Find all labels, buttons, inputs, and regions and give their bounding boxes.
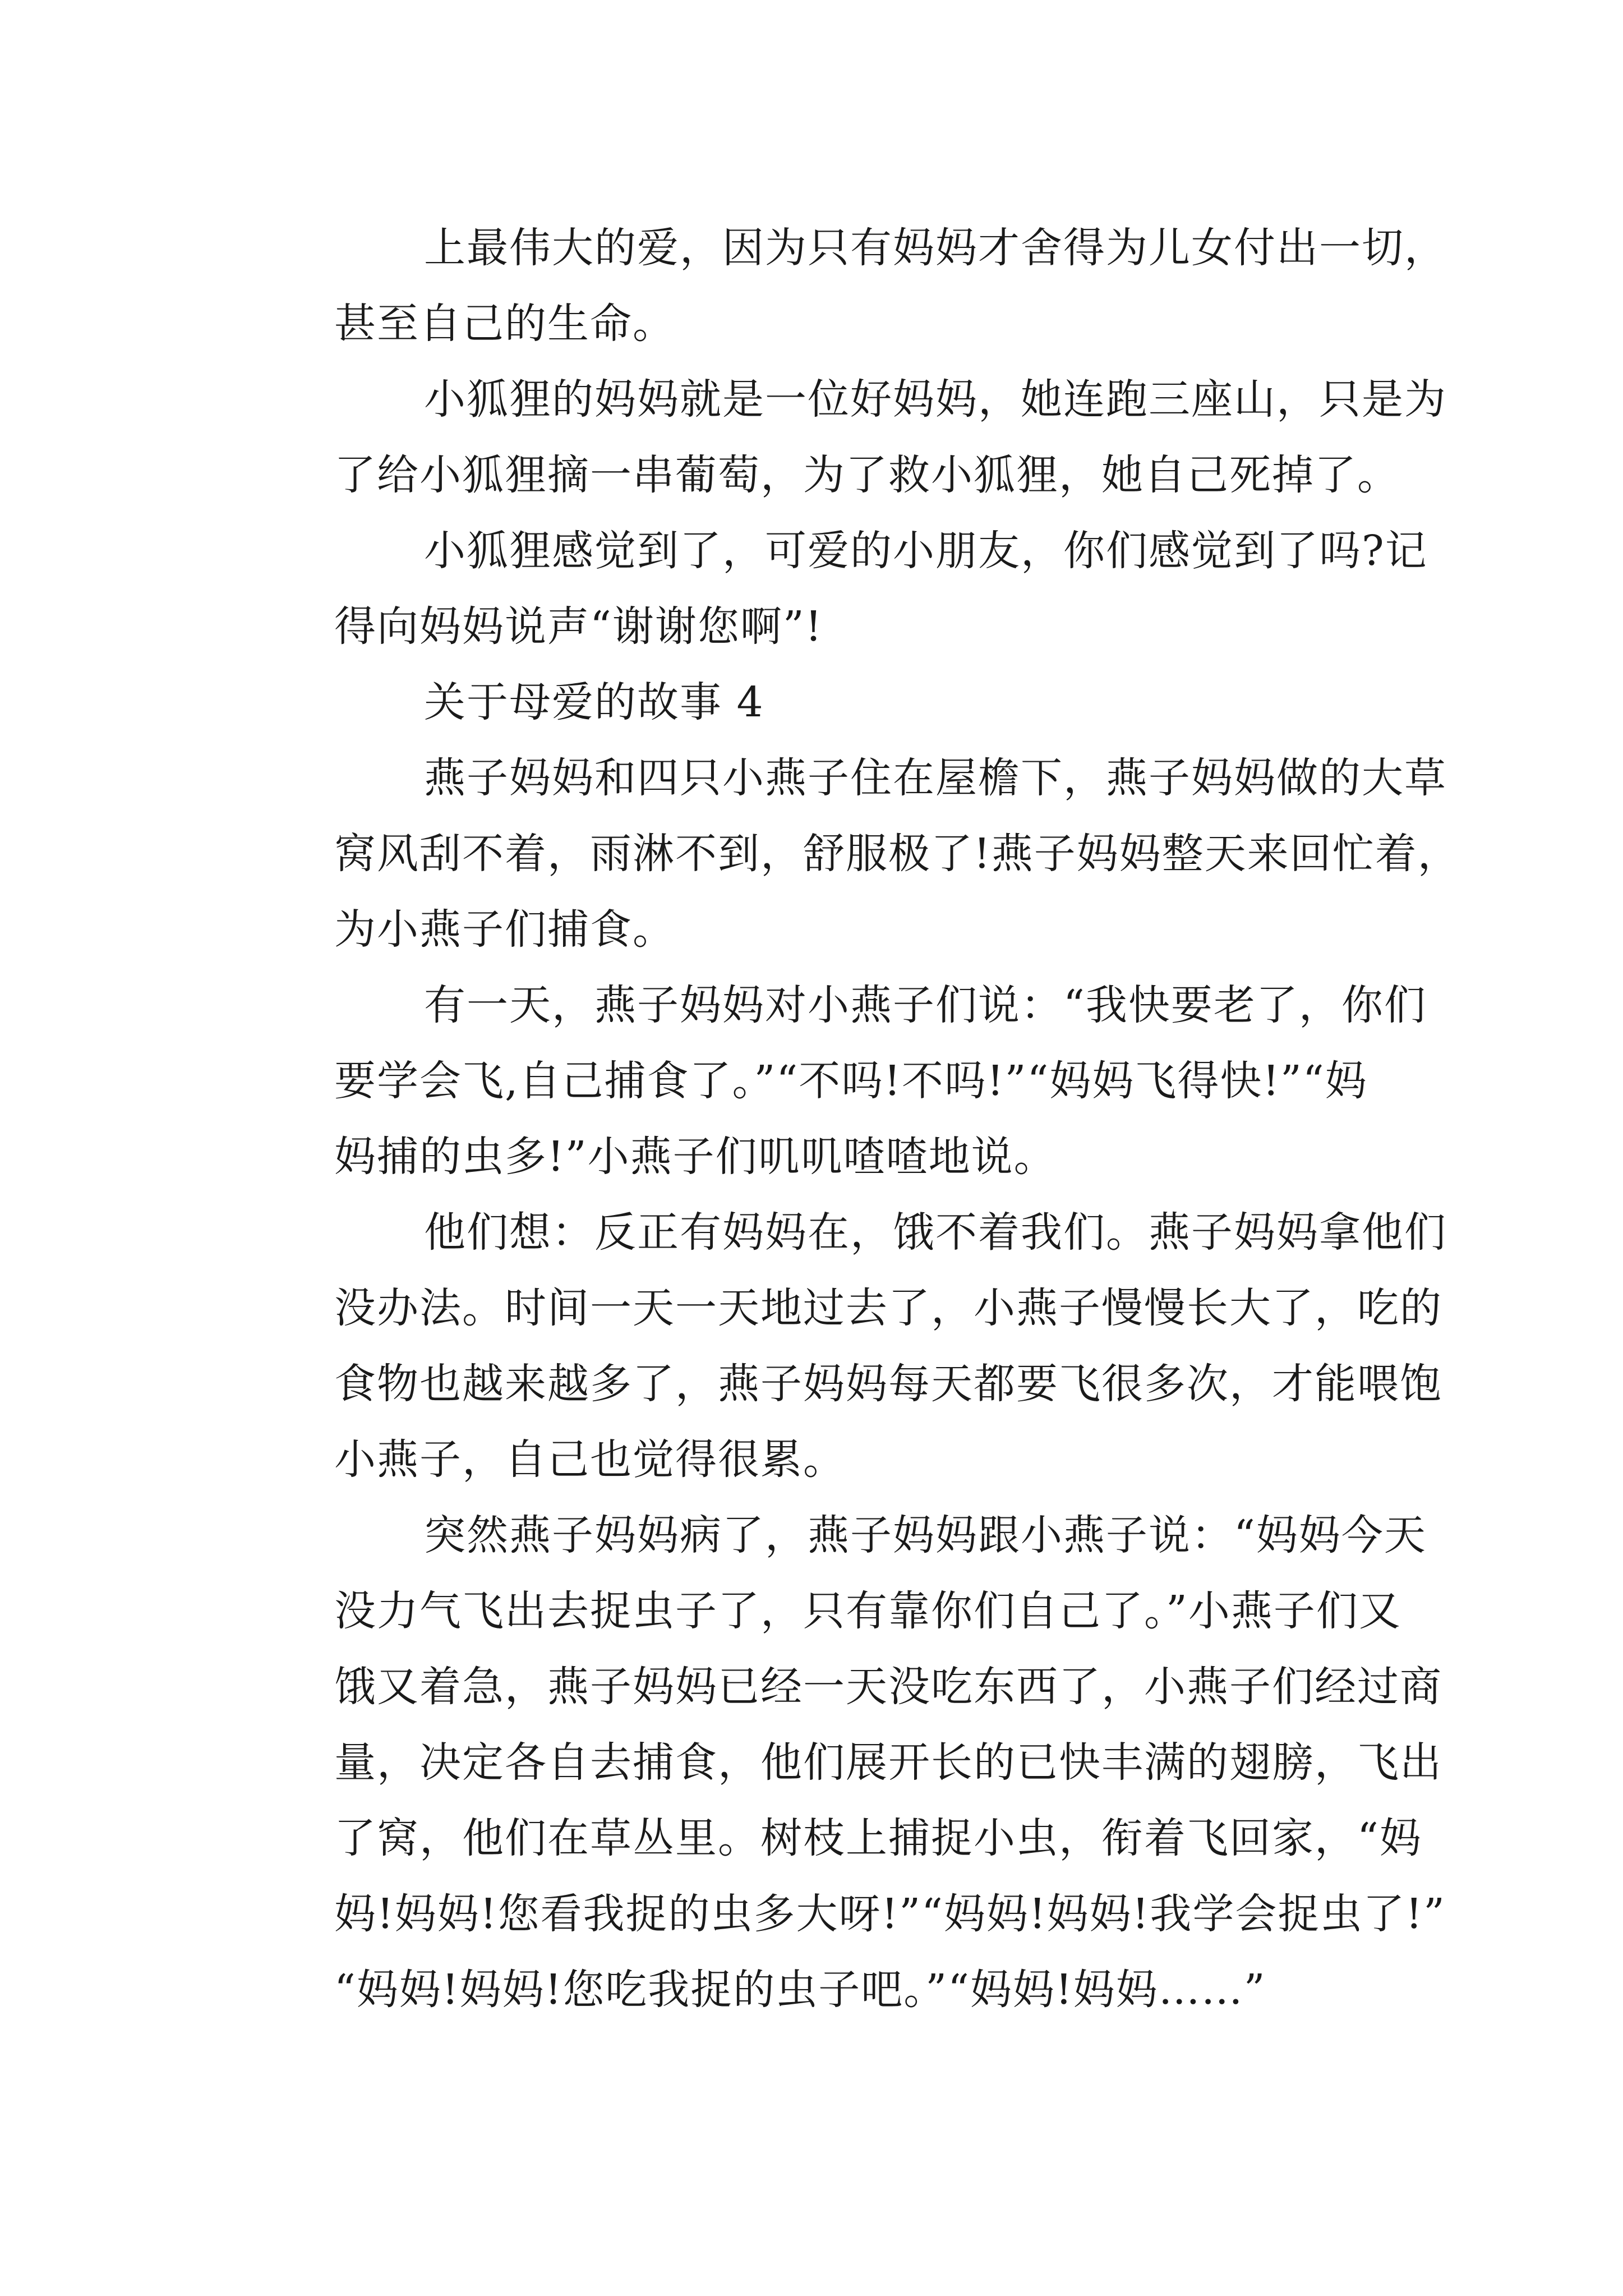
paragraph <box>245 362 1447 513</box>
text-line: 饿又着急，燕子妈妈已经一天没吃东西了，小燕子们经过商 <box>334 1663 1442 1711</box>
text-line: 得向妈妈说声“谢谢您啊”! <box>334 602 823 651</box>
paragraph <box>245 968 1427 1195</box>
paragraph <box>245 1498 1446 2028</box>
section-heading <box>245 665 1383 740</box>
text-line: 小狐狸感觉到了，可爱的小朋友，你们感觉到了吗?记 <box>424 527 1428 575</box>
text-line: 上最伟大的爱，因为只有妈妈才舍得为儿女付出一切， <box>424 224 1447 272</box>
text-line: 没力气飞出去捉虫子了，只有靠你们自己了。”小燕子们又 <box>334 1587 1401 1635</box>
text-line: “妈妈!妈妈!您吃我捉的虫子吧。”“妈妈!妈妈……” <box>334 1966 1266 2014</box>
paragraph <box>245 513 1428 665</box>
text-line: 窝风刮不着，雨淋不到，舒服极了!燕子妈妈整天来回忙着， <box>334 830 1460 878</box>
text-line: 甚至自己的生命。 <box>334 300 675 348</box>
text-line: 食物也越来越多了，燕子妈妈每天都要飞很多次，才能喂饱 <box>334 1360 1442 1408</box>
document-body <box>245 210 1460 2028</box>
text-line: 突然燕子妈妈病了，燕子妈妈跟小燕子说：“妈妈今天 <box>424 1511 1427 1559</box>
paragraph <box>245 210 1447 362</box>
text-line: 了窝，他们在草丛里。树枝上捕捉小虫，衔着飞回家，“妈 <box>334 1814 1422 1862</box>
text-line: 要学会飞,自己捕食了。”“不吗!不吗!”“妈妈飞得快!”“妈 <box>334 1057 1368 1105</box>
paragraph <box>245 1195 1447 1498</box>
text-line: 他们想：反正有妈妈在，饿不着我们。燕子妈妈拿他们 <box>424 1208 1447 1257</box>
text-line: 妈捕的虫多!”小燕子们叽叽喳喳地说。 <box>334 1133 1057 1181</box>
text-line: 为小燕子们捕食。 <box>334 905 675 954</box>
text-line: 没办法。时间一天一天地过去了，小燕子慢慢长大了，吃的 <box>334 1284 1442 1332</box>
text-line: 了给小狐狸摘一串葡萄，为了救小狐狸，她自己死掉了。 <box>334 451 1400 499</box>
paragraph <box>245 740 1460 968</box>
text-line: 有一天，燕子妈妈对小燕子们说：“我快要老了，你们 <box>424 981 1427 1029</box>
text-line: 燕子妈妈和四只小燕子住在屋檐下，燕子妈妈做的大草 <box>424 754 1447 802</box>
text-line: 量，决定各自去捕食，他们展开长的已快丰满的翅膀，飞出 <box>334 1738 1442 1787</box>
text-line: 小狐狸的妈妈就是一位好妈妈，她连跑三座山，只是为 <box>424 375 1447 424</box>
heading-text: 关于母爱的故事 4 <box>424 678 764 726</box>
text-line: 妈!妈妈!您看我捉的虫多大呀!”“妈妈!妈妈!我学会捉虫了!” <box>334 1890 1446 1938</box>
text-line: 小燕子，自己也觉得很累。 <box>334 1435 846 1484</box>
